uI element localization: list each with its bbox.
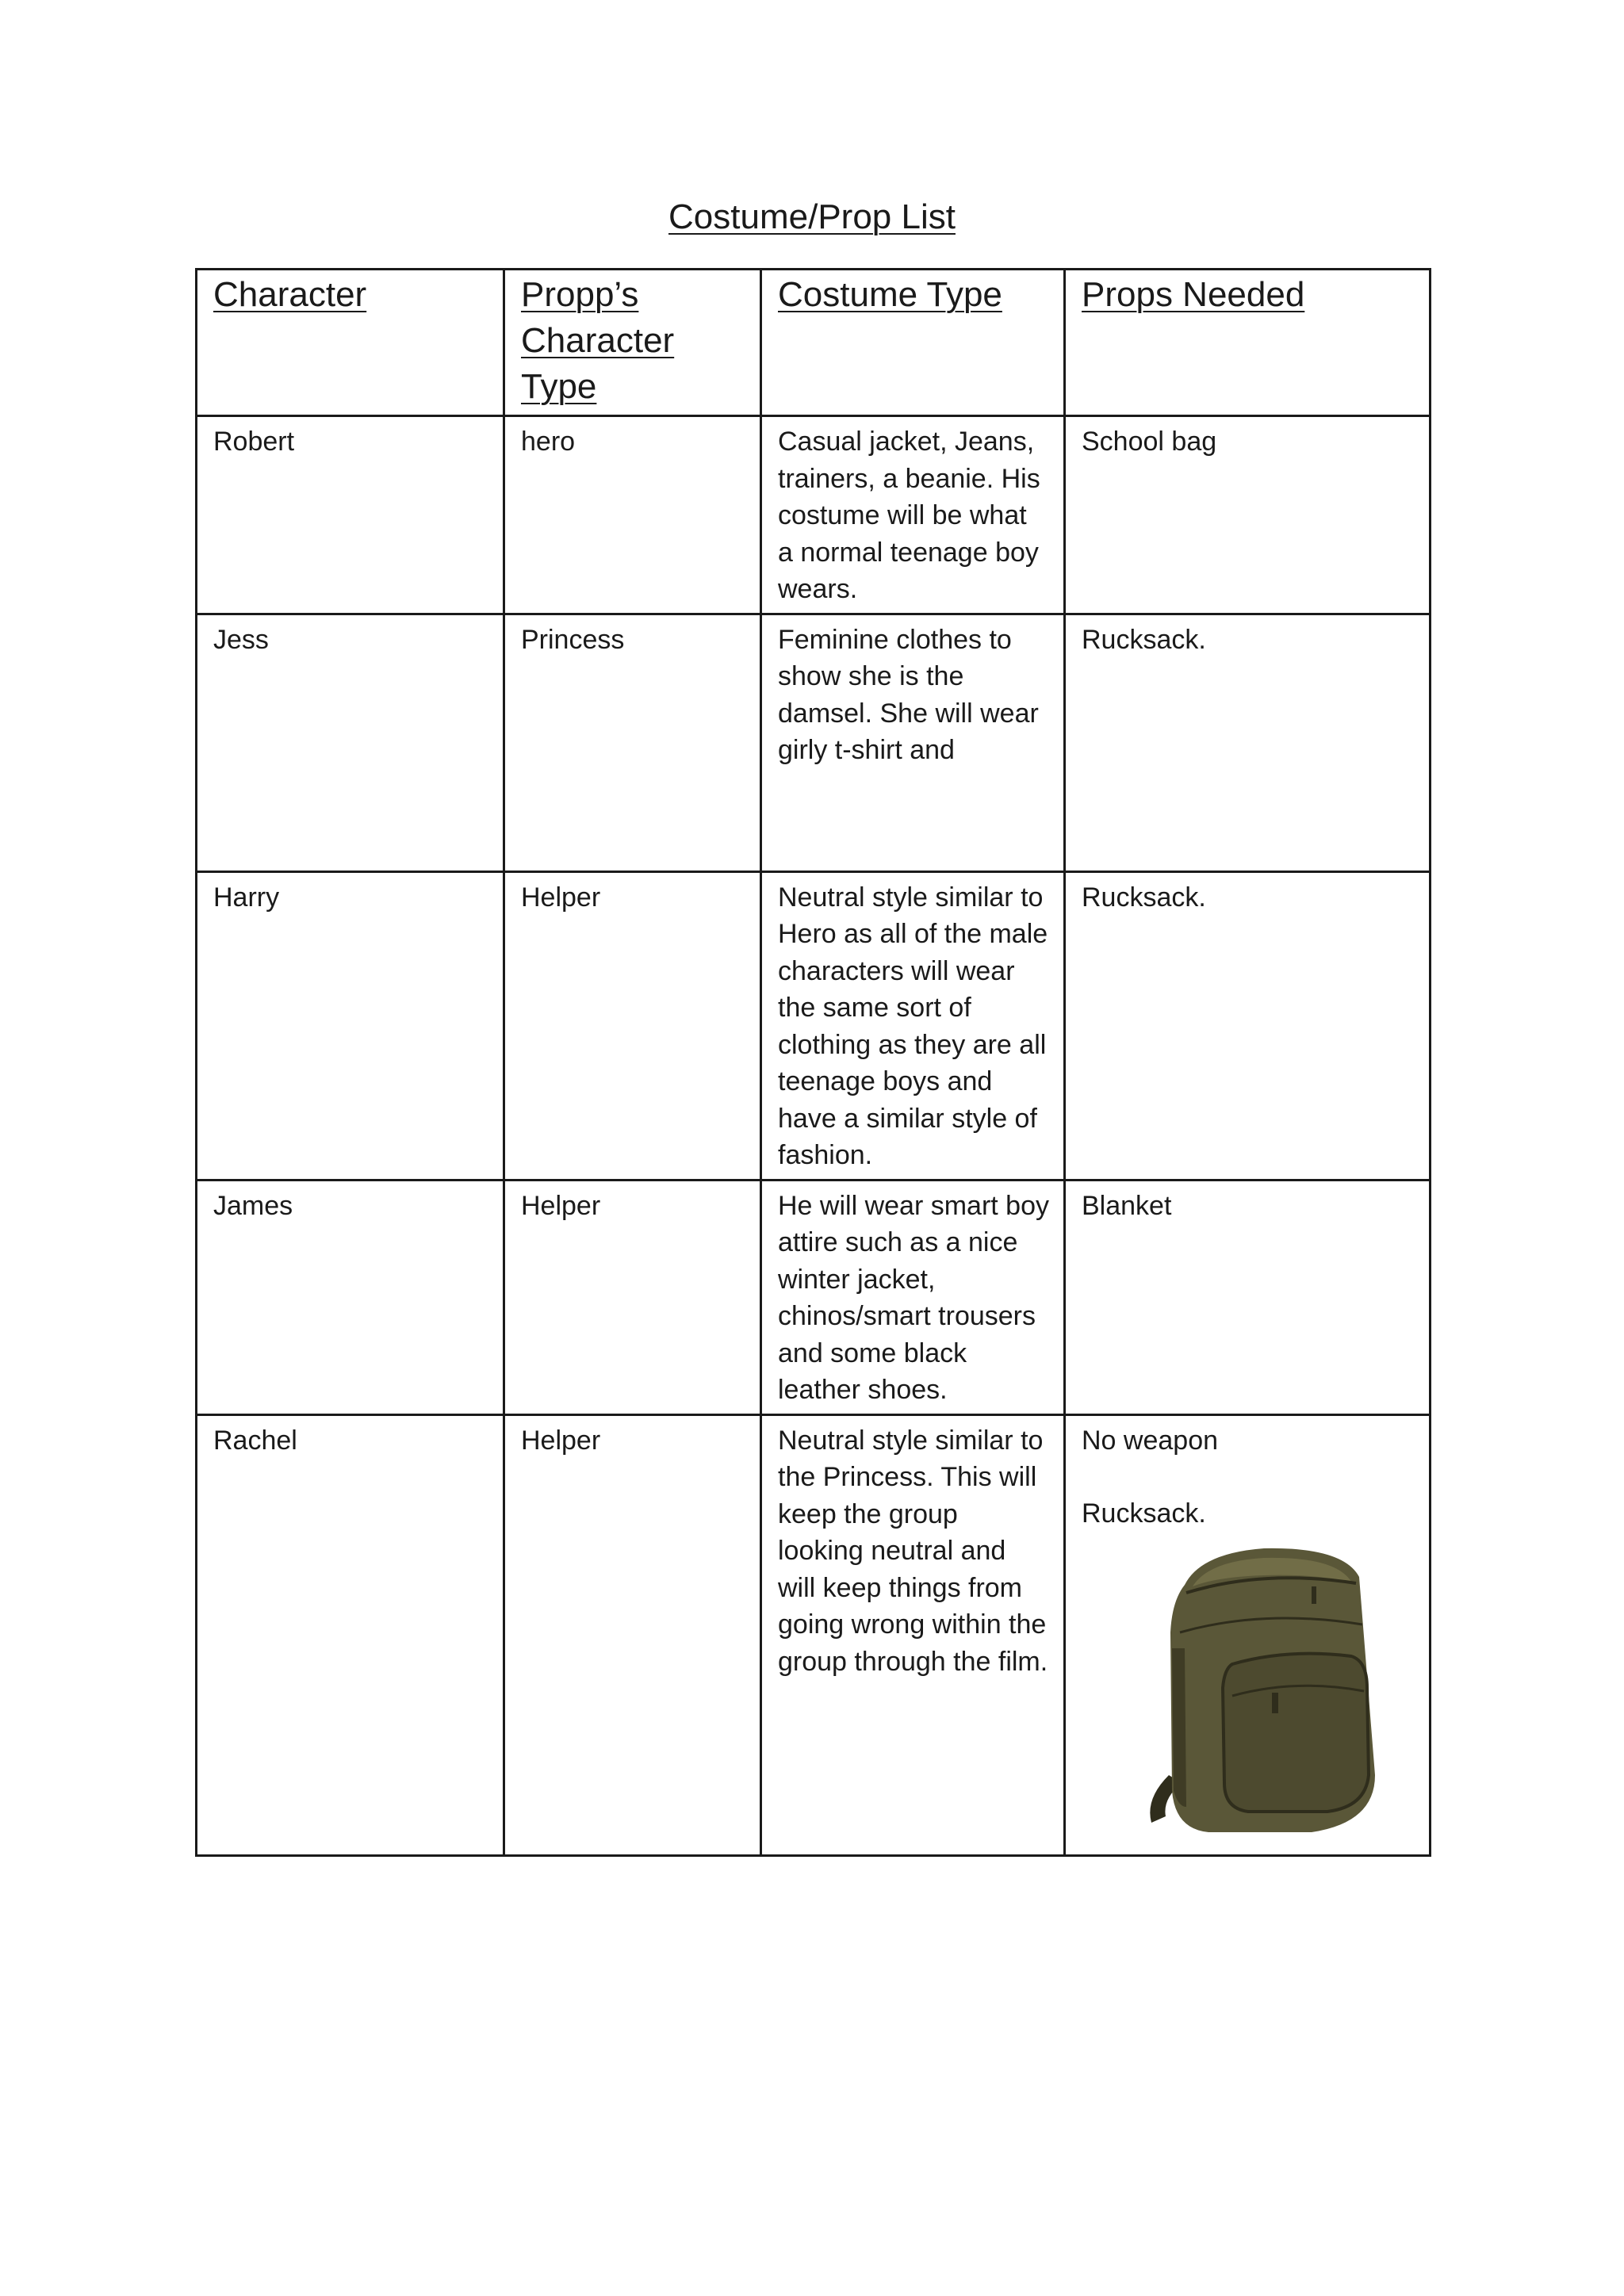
- cell-props: School bag: [1065, 416, 1431, 614]
- page-title: Costume/Prop List: [668, 197, 956, 236]
- cell-character: James: [197, 1180, 504, 1414]
- cell-propp-type: Helper: [504, 1180, 761, 1414]
- props-line-rucksack: Rucksack.: [1082, 1498, 1206, 1529]
- cell-props: [1065, 1414, 1431, 1855]
- cell-costume: Feminine clothes to show she is the damsel. She will wear girly t-shirt and: [761, 614, 1065, 871]
- cell-character: Harry: [197, 871, 504, 1180]
- cell-character: Rachel: [197, 1414, 504, 1855]
- table-row: [197, 1414, 1431, 1855]
- cell-propp-type: hero: [504, 416, 761, 614]
- costume-prop-table: [195, 268, 1431, 1857]
- cell-costume: Neutral style similar to Hero as all of the male characters will wear the same sort of clothing as they are all teenage boys and have a similar style of fashion.: [761, 871, 1065, 1180]
- table-row: [197, 614, 1431, 871]
- cell-props: Blanket: [1065, 1180, 1431, 1414]
- header-props-needed: Props Needed: [1065, 270, 1431, 416]
- cell-costume: Neutral style similar to the Princess. This will keep the group looking neutral and will keep things from going wrong within the group through the film.: [761, 1414, 1065, 1855]
- cell-character: Jess: [197, 614, 504, 871]
- cell-propp-type: Princess: [504, 614, 761, 871]
- props-line-weapon: No weapon: [1082, 1425, 1219, 1456]
- table-header-row: [197, 270, 1431, 416]
- rucksack-image: [1113, 1537, 1399, 1839]
- cell-propp-type: Helper: [504, 871, 761, 1180]
- cell-costume: He will wear smart boy attire such as a nice winter jacket, chinos/smart trousers and some black leather shoes.: [761, 1180, 1065, 1414]
- cell-costume: Casual jacket, Jeans, trainers, a beanie. His costume will be what a normal teenage boy wears.: [761, 416, 1065, 614]
- cell-character: Robert: [197, 416, 504, 614]
- table-row: [197, 416, 1431, 614]
- props-spacer: [1082, 1459, 1415, 1495]
- cell-propp-type: Helper: [504, 1414, 761, 1855]
- cell-props: Rucksack.: [1065, 871, 1431, 1180]
- cell-props: Rucksack.: [1065, 614, 1431, 871]
- table-row: [197, 871, 1431, 1180]
- header-propp-type: Propp’s Character Type: [504, 270, 761, 416]
- header-character: Character: [197, 270, 504, 416]
- header-costume-type: Costume Type: [761, 270, 1065, 416]
- table-row: [197, 1180, 1431, 1414]
